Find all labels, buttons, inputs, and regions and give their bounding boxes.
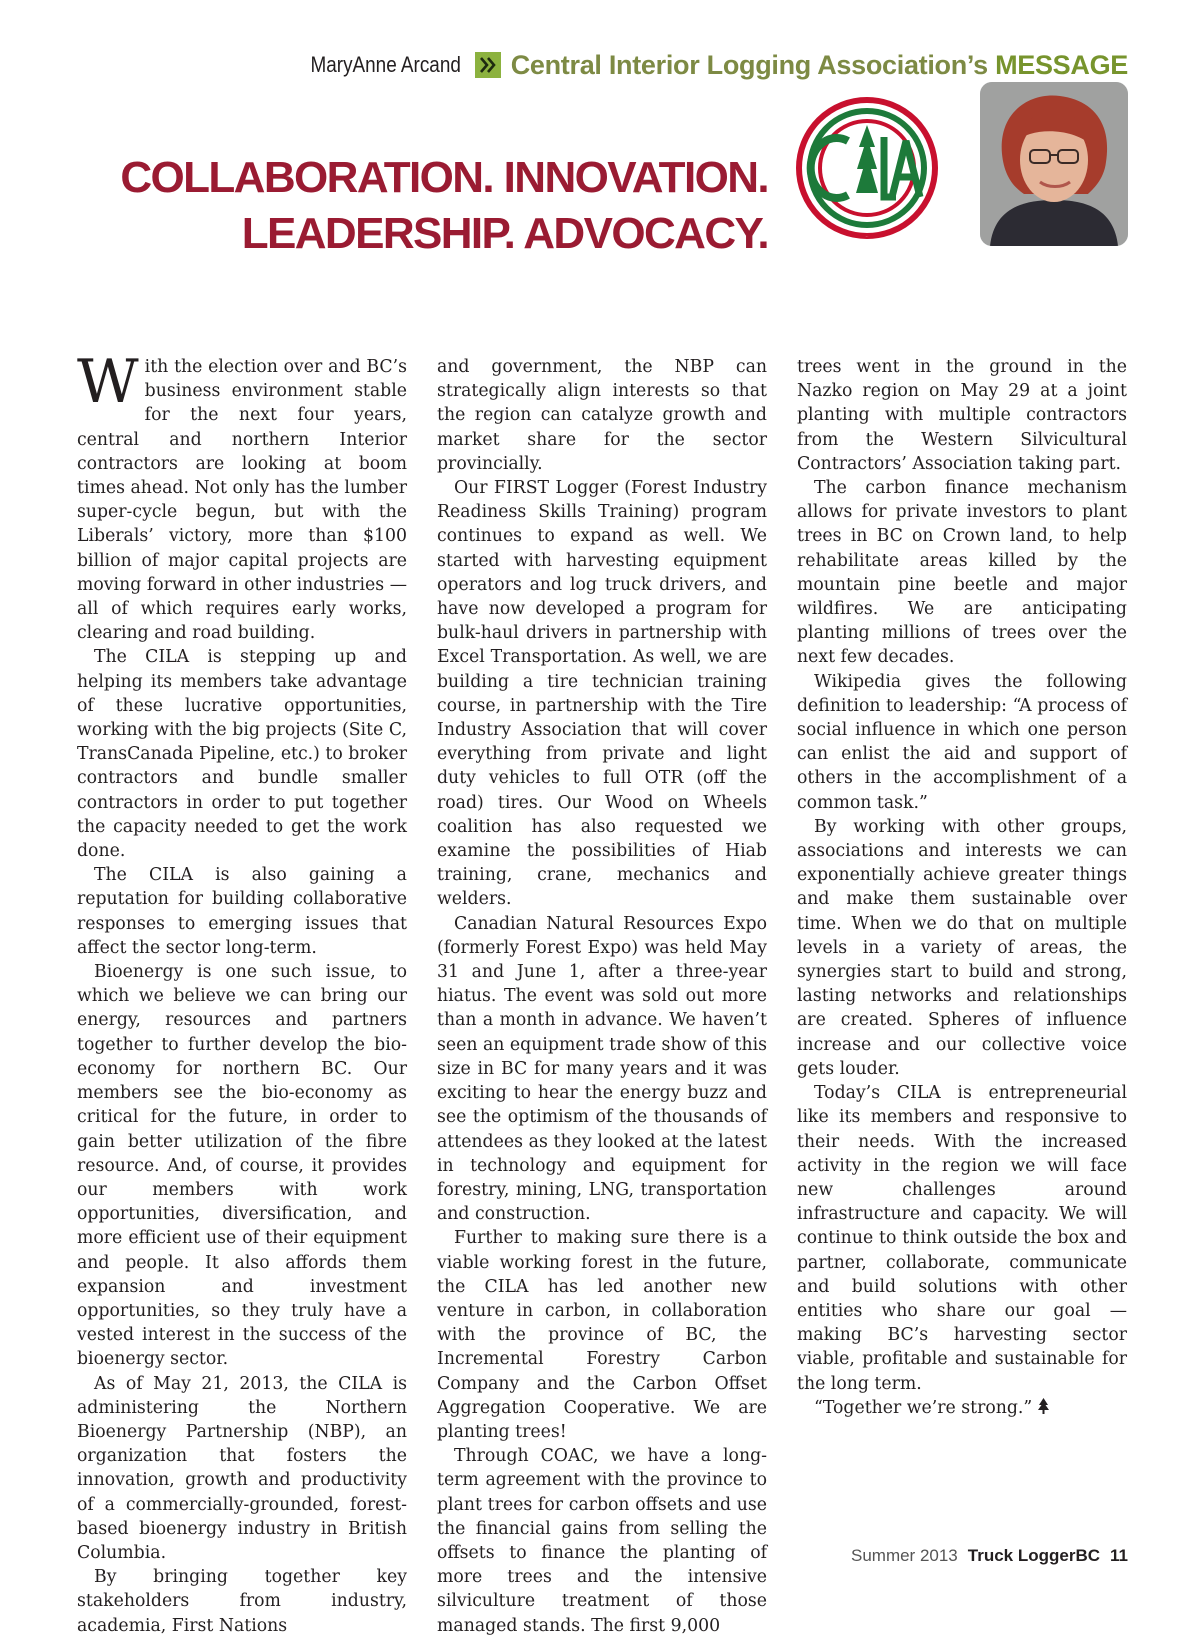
paragraph: Further to making sure there is a viable working forest in the future, the CILA has led another new venture in carbon, in collaboration with the province of BC, the Incremental Forestry Carbon Company and the Carbon Offset Aggregation Cooperative. We are planting trees! xyxy=(437,1228,767,1442)
paragraph: Canadian Natural Resources Expo (formerly Forest Expo) was held May 31 and June 1, after a three-year hiatus. The event was sold out more than a month in advance. We haven’t seen an equipment trade show of this size in BC for many years and it was exciting to hear the energy buzz and see the optimism of the thousands of attendees as they looked at the latest in technology and equipment for forestry, mining, LNG, transportation and construction. xyxy=(437,913,767,1225)
section-title-text: Central Interior Logging Association’s xyxy=(510,49,988,80)
headline-line-1: COLLABORATION. INNOVATION. xyxy=(120,153,768,202)
paragraph: The CILA is also gaining a reputation for building collaborative responses to emerging issues that affect the sector long-term. xyxy=(77,865,407,958)
author-name: MaryAnne Arcand xyxy=(310,52,461,77)
magazine-name: Truck LoggerBC xyxy=(967,1546,1101,1565)
paragraph: Through COAC, we have a long-term agreement with the province to plant trees for carbon offsets and use the financial gains from selling the offsets to finance the planting of more trees and the intensive silviculture treatment of those managed stands. The first 9,000 xyxy=(437,1446,767,1636)
double-chevron-icon xyxy=(475,52,501,78)
article-column-1 xyxy=(77,347,407,1638)
paragraph: Wikipedia gives the following definition to leadership: “A process of social influence in which one person can enlist the aid and support of others in the accomplishment of a common task.” xyxy=(797,671,1127,813)
issue-date: Summer 2013 xyxy=(850,1546,958,1565)
section-title xyxy=(511,50,1128,81)
headline xyxy=(100,150,768,262)
logo-text: CILA xyxy=(865,237,869,238)
paragraph: By working with other groups, associations and interests we can exponentially achieve greater things and make them sustainable over time. When we do that on multiple levels in a variety of areas, the synergies start to build and strong, lasting networks and relationships are created. Spheres of influence increase and our collective voice gets louder. xyxy=(797,816,1127,1079)
paragraph: The CILA is stepping up and helping its members take advantage of these lucrative opportunities, working with the big projects (Site C, TransCanada Pipeline, etc.) to broker contractors and bundle smaller contractors in order to put together the capacity needed to get the work done. xyxy=(77,647,407,862)
paragraph: Bioenergy is one such issue, to which we believe we can bring our energy, resources and partners together to further develop the bio-economy for northern BC. Our members see the bio-economy as critical for the future, in order to gain better utilization of the fibre resource. And, of course, it provides our members with work opportunities, diversification, and more efficient use of their equipment and people. It also affords them expansion and investment opportunities, so they truly have a vested interest in the success of the bioenergy sector. xyxy=(77,962,407,1370)
article-column-2 xyxy=(437,355,767,1638)
page-number: 11 xyxy=(1110,1546,1128,1565)
paragraph: By bringing together key stakeholders from industry, academia, First Nations xyxy=(77,1567,407,1636)
author-portrait xyxy=(980,82,1128,246)
drop-cap: W xyxy=(77,347,139,417)
paragraph: With the election over and BC’s business environment stable for the next four years, central and northern Interior contractors are looking at boom times ahead. Not only has the lumber super-cycle begun, but with the Liberals’ victory, more than $100 billion of major capital projects are moving forward in other industries — all of which requires early works, clearing and road building. xyxy=(77,347,407,644)
article-column-3 xyxy=(797,355,1127,1420)
page-footer xyxy=(851,1546,1128,1566)
paragraph: The carbon finance mechanism allows for private investors to plant trees in BC on Crown land, to help rehabilitate areas killed by the mountain pine beetle and major wildfires. We are anticipating planting millions of trees over the next few decades. xyxy=(797,478,1127,668)
section-header xyxy=(286,48,1128,82)
paragraph: trees went in the ground in the Nazko region on May 29 at a joint planting with multiple contractors from the Western Silvicultural Contractors’ Association taking part. xyxy=(797,357,1127,474)
paragraph: and government, the NBP can strategically align interests so that the region can catalyze growth and market share for the sector provincially. xyxy=(437,357,767,474)
cila-logo xyxy=(796,97,938,239)
paragraph: Our FIRST Logger (Forest Industry Readiness Skills Training) program continues to expand as well. We started with harvesting equipment operators and log truck drivers, and have now developed a program for bulk-haul drivers in partnership with Excel Transportation. As well, we are building a tire technician training course, in partnership with the Tire Industry Association that will cover everything from private and light duty vehicles to full OTR (off the road) tires. Our Wood on Wheels coalition has also requested we examine the possibilities of Hiab training, crane, mechanics and welders. xyxy=(437,478,767,910)
headline-line-2: LEADERSHIP. ADVOCACY. xyxy=(241,209,768,258)
paragraph: As of May 21, 2013, the CILA is administering the Northern Bioenergy Partnership (NBP), an organization that fosters the innovation, growth and productivity of a commercially-grounded, forest-based bioenergy industry in British Columbia. xyxy=(77,1373,407,1563)
closing-paragraph: “Together we’re strong.” xyxy=(797,1396,1127,1420)
tree-icon xyxy=(1038,1398,1049,1418)
section-title-emphasis: MESSAGE xyxy=(995,49,1128,80)
paragraph: Today’s CILA is entrepreneurial like its members and responsive to their needs. With the increased activity in the region we will face new challenges around infrastructure and capacity. We will continue to think outside the box and partner, collaborate, communicate and build solutions with other entities who share our goal — making BC’s harvesting sector viable, profitable and sustainable for the long term. xyxy=(797,1083,1127,1394)
